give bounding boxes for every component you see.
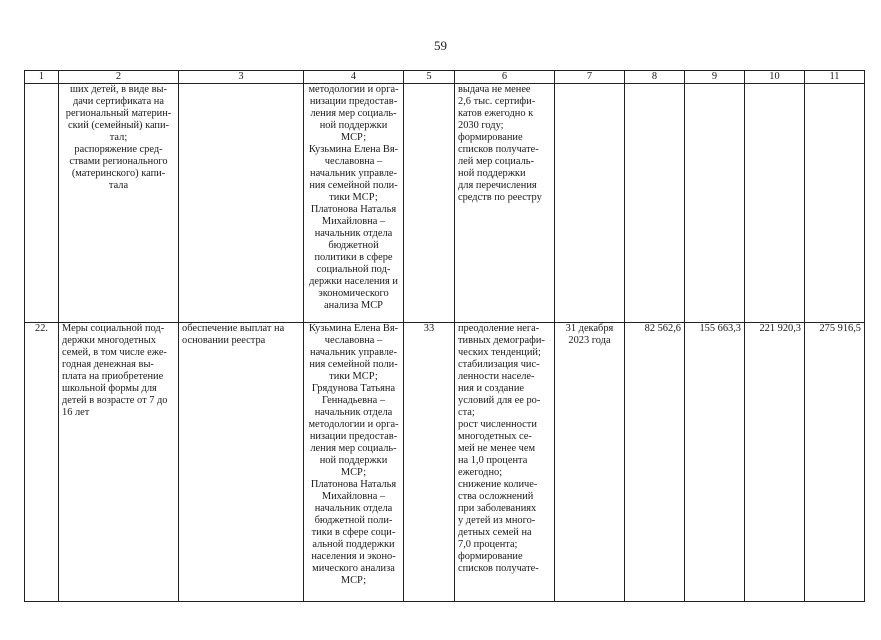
deadline-cell: 31 декабря 2023 года — [555, 323, 625, 602]
amount-cell: 221 920,3 — [745, 323, 805, 602]
column-number: 8 — [625, 71, 685, 84]
column-number: 2 — [59, 71, 179, 84]
deadline-cell — [555, 84, 625, 323]
column-number: 10 — [745, 71, 805, 84]
amount-cell — [685, 84, 745, 323]
column-number: 6 — [455, 71, 555, 84]
row-number-cell — [25, 84, 59, 323]
column-number: 4 — [304, 71, 404, 84]
column-number: 5 — [404, 71, 455, 84]
column-number: 3 — [179, 71, 304, 84]
amount-cell: 155 663,3 — [685, 323, 745, 602]
amount-cell — [745, 84, 805, 323]
code-cell: 33 — [404, 323, 455, 602]
row-number-cell: 22. — [25, 323, 59, 602]
responsible-cell: Кузьмина Елена Вя- чеславовна – начальник управле- ния семейной поли- тики МСР; Грядунова Татьяна Геннадьевна – начальник отдела методологии и орга- низации предостав- ления мер социаль- ной поддержки МСР; Платонова Наталья Михайловна – начальник отдела бюджетной поли- тики в сфере соци- альной поддержки населения и эконо- мического анализа МСР; — [304, 323, 404, 602]
amount-cell — [625, 84, 685, 323]
result-cell: выдача не менее 2,6 тыс. сертифи- катов ежегодно к 2030 году; формирование списков получате- лей мер социаль- ной поддержки для перечисления средств по реестру — [455, 84, 555, 323]
column-number: 1 — [25, 71, 59, 84]
column-number: 9 — [685, 71, 745, 84]
mechanism-cell — [179, 84, 304, 323]
table-row-22 — [25, 323, 865, 602]
responsible-cell: методологии и орга- низации предостав- ления мер социаль- ной поддержки МСР; Кузьмина Елена Вя- чеславовна – начальник управле- ния семейной поли- тики МСР; Платонова Наталья Михайловна – начальник отдела бюджетной политики в сфере социальной под- держки населения и экономического анализа МСР — [304, 84, 404, 323]
column-numbers-row — [25, 71, 865, 84]
amount-cell: 275 916,5 — [805, 323, 865, 602]
page-number: 59 — [434, 38, 447, 53]
column-number: 11 — [805, 71, 865, 84]
result-cell: преодоление нега- тивных демографи- ческих тенденций; стабилизация чис- ленности населе- ния и создание условий для ее ро- ста; рост численности многодетных се- мей не менее чем на 1,0 процента ежегодно; снижение количе- ства осложнений при заболеваниях у детей из много- детных семей на 7,0 процента; формирование списков получате- — [455, 323, 555, 602]
measure-name-cell: ших детей, в виде вы- дачи сертификата на региональный материн- ский (семейный) капи- тал; распоряжение сред- ствами регионального (материнского) капи- тала — [59, 84, 179, 323]
measure-name-cell: Меры социальной под- держки многодетных семей, в том числе еже- годная денежная вы- плата на приобретение школьной формы для детей в возрасте от 7 до 16 лет — [59, 323, 179, 602]
amount-cell: 82 562,6 — [625, 323, 685, 602]
table-row-continuation — [25, 84, 865, 323]
measures-table — [24, 70, 865, 602]
code-cell — [404, 84, 455, 323]
mechanism-cell: обеспечение выплат на основании реестра — [179, 323, 304, 602]
column-number: 7 — [555, 71, 625, 84]
amount-cell — [805, 84, 865, 323]
